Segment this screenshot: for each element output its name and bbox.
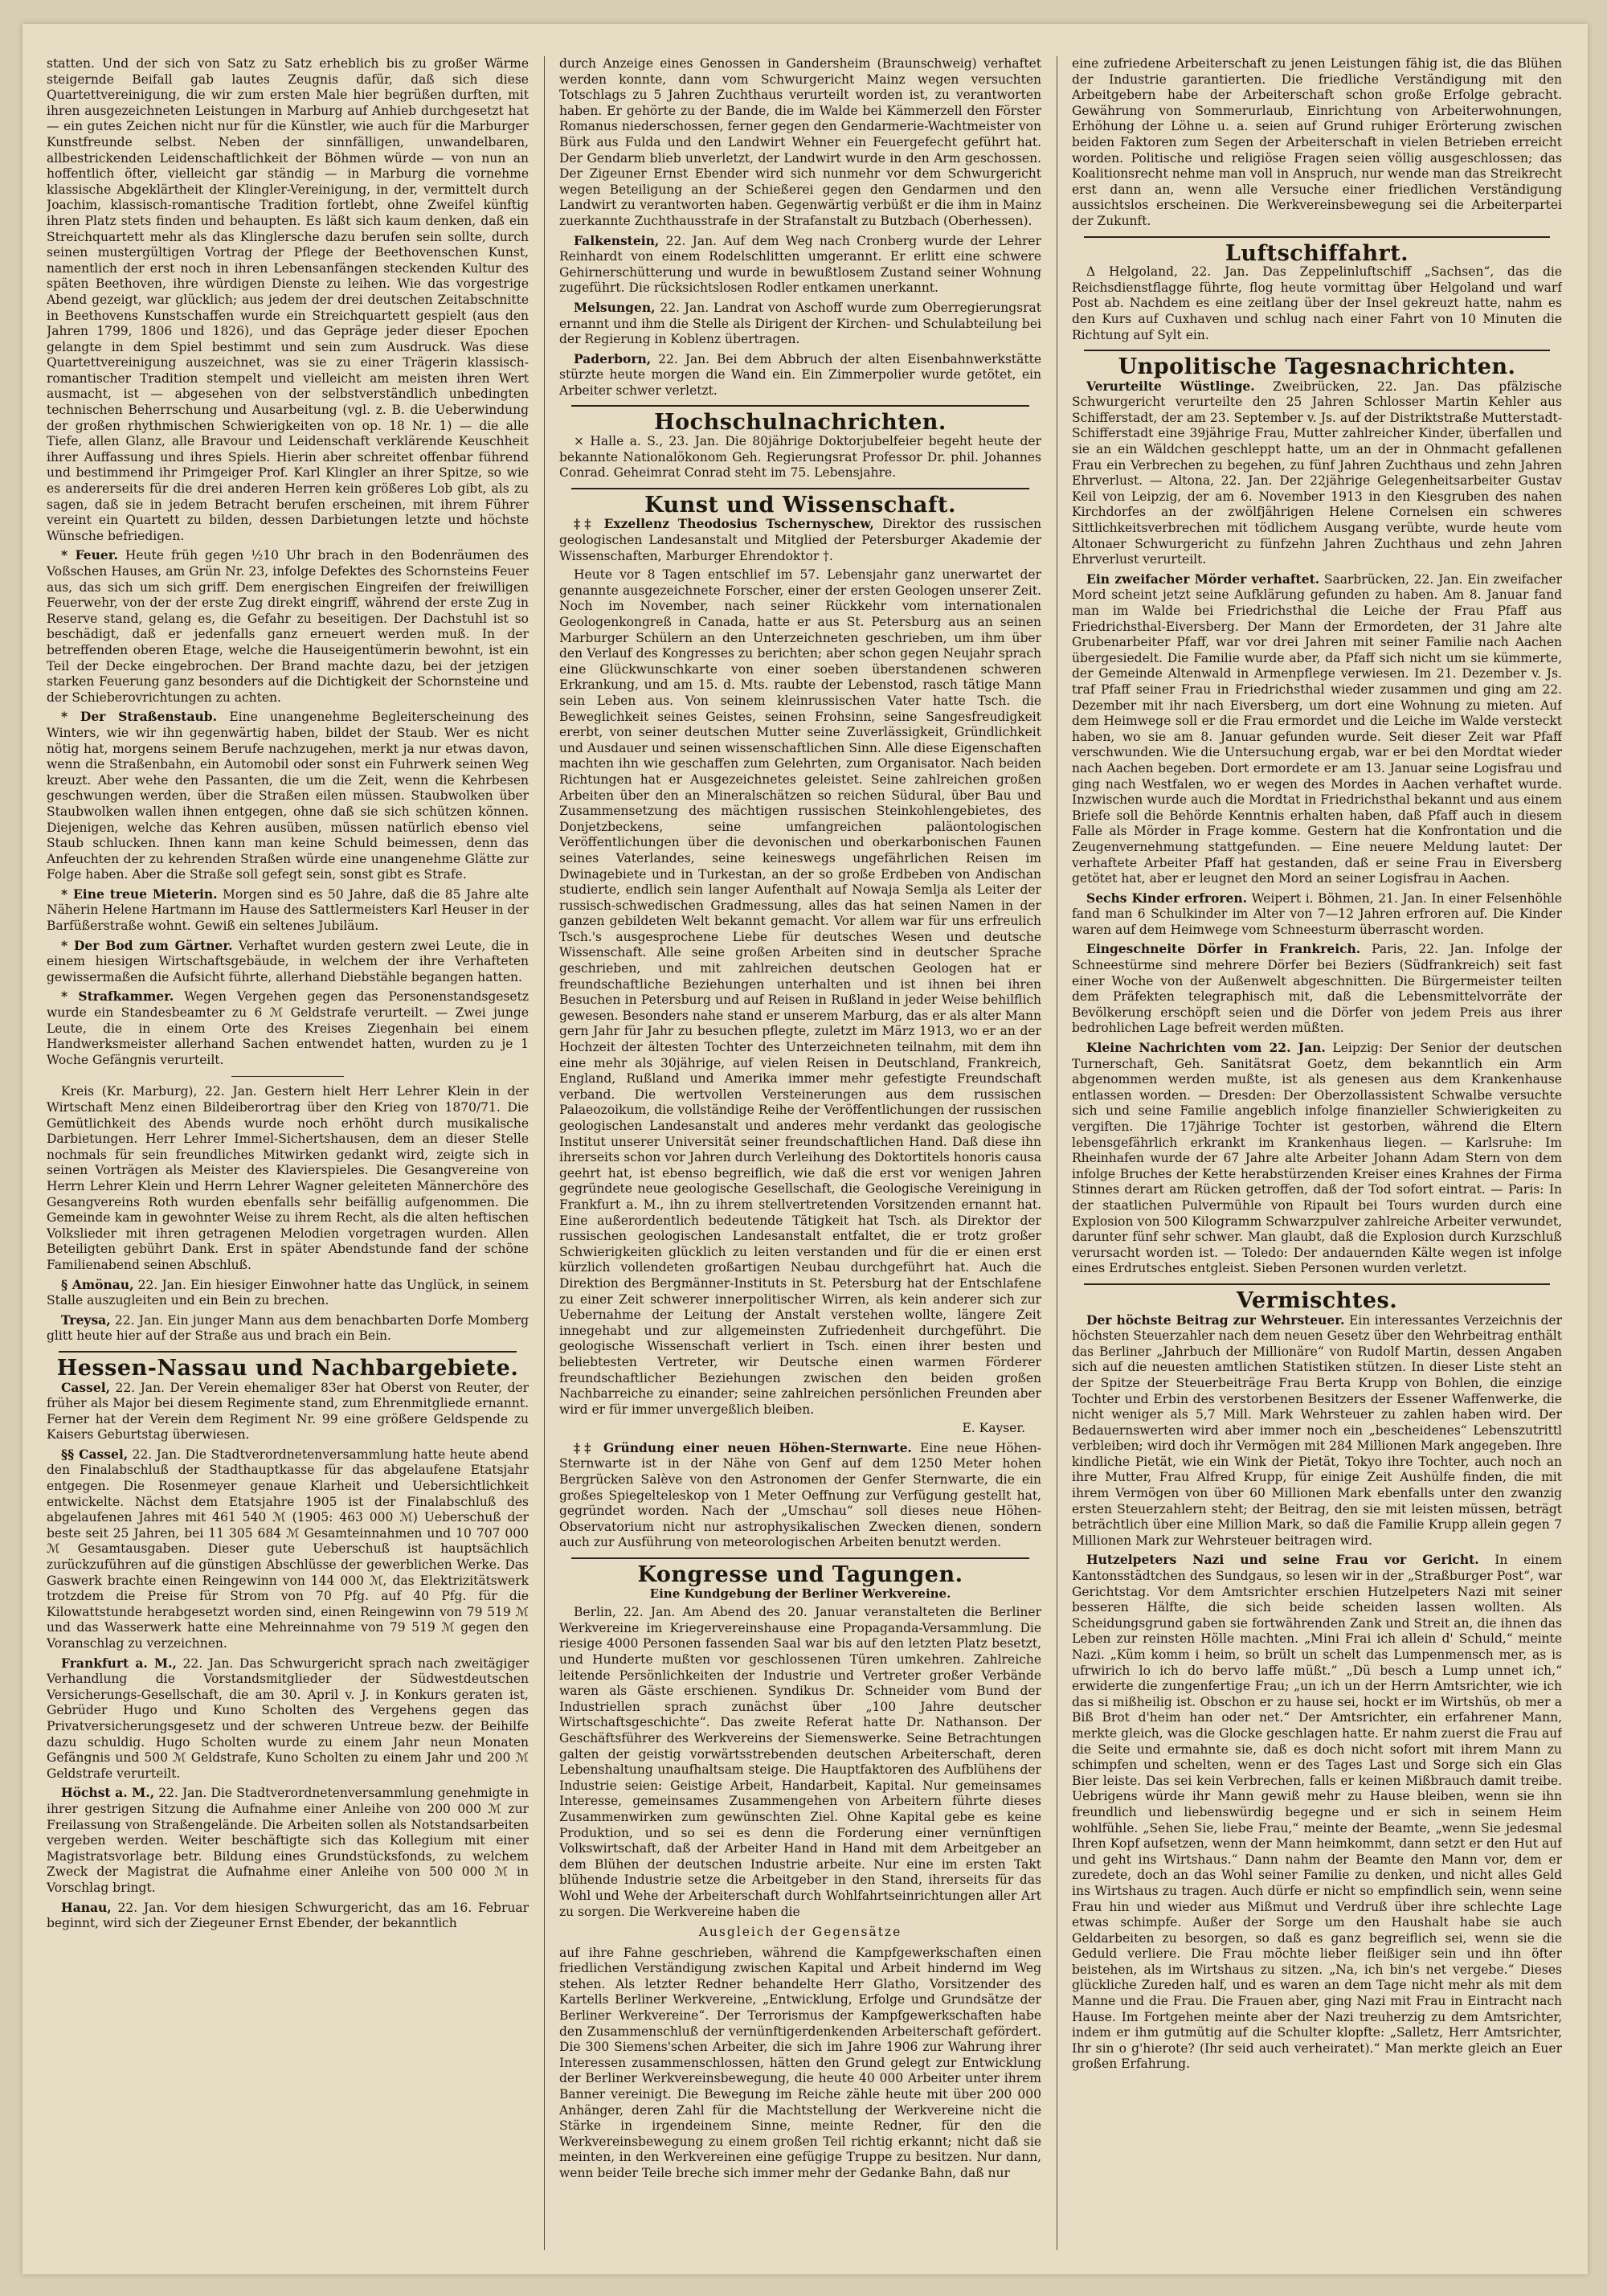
author-signature: E. Kayser.	[962, 1421, 1025, 1436]
body: 22. Jan. Vor dem hiesigen Schwurgericht, das am 16. Februar beginnt, wird sich der Ziegeuner Ernst Ebender, der bekanntlich	[47, 1900, 529, 1931]
section-rule	[1084, 1283, 1550, 1285]
headline: * Der Straßenstaub.	[61, 709, 218, 725]
headline: * Feuer.	[61, 547, 118, 563]
body: Verhaftet wurden gestern zwei Leute, die in einem hiesigen Wirtschaftsgebäude, in welchem der ihre Verhafteten gewissermaßen die Aufsicht führte, allerhand Diebstähle begangen hatten.	[47, 938, 529, 984]
headline: Hanau,	[61, 1899, 112, 1915]
separator	[47, 1071, 529, 1081]
body: Saarbrücken, 22. Jan. Ein zweifacher Mord scheint jetzt seine Aufklärung gefunden zu haben. Am 8. Januar fand man im Walde bei Friedrichsthal die Leiche der Frau Pfaff aus Friedrichsthal-Eiversberg. Der Mann der Ermordeten, der 31 Jahre alte Grubenarbeiter Pfaff, war vor drei Jahren mit seiner Familie nach Aachen übergesiedelt. Die Familie wurde aber, da Pfaff sich nicht um sie kümmerte, der Gemeinde Altenwald in Armenpflege verwiesen. Im 21. Dezember v. Js. traf Pfaff seiner Frau in Friedrichsthal wieder zusammen und ging am 22. Dezember mit ihr nach Eiversberg, um dort eine Wohnung zu mieten. Auf dem Heimwege soll er die Frau ermordet und die Leiche im Walde versteckt haben, wo sie am 8. Januar gefunden wurde. Seit dieser Zeit war Pfaff verschwunden. Wie die Untersuchung ergab, war er bei den Mordtat wieder nach Aachen begeben. Dort ermordete er am 13. Januar seine Logisfrau und ging nach Westfalen, wo er wegen des Mordes in Aachen verhaftet wurde. Inzwischen wurde auch die Mordtat in Friedrichsthal bekannt und aus einem Briefe soll die Behörde Kenntnis erhalten haben, daß Pfaff auch in diesem Falle als Mörder in Frage komme. Gestern hat die Konfrontation und die Zeugenvernehmung stattgefunden. — Eine neuere Meldung lautet: Der verhaftete Arbeiter Pfaff hat gestanden, daß er seine Frau in Eiversberg getötet hat, aber er leugnet den Mord an seiner Logisfrau in Aachen.	[1072, 571, 1562, 886]
body: 22. Jan. Auf dem Weg nach Cronberg wurde der Lehrer Reinhardt von einem Rodelschlitten umgerannt. Er erlitt eine schwere Gehirnerschütterung und wurde in bewußtlosem Zustand seiner Wohnung zugeführt. Die rücksichtslosen Rodler entkamen unerkannt.	[559, 233, 1041, 296]
body: 22. Jan. Ein junger Mann aus dem benachbarten Dorfe Momberg glitt heute hier auf der Straße aus und brach ein Bein.	[47, 1312, 529, 1344]
article-kreis: Kreis (Kr. Marburg), 22. Jan. Gestern hielt Herr Lehrer Klein in der Wirtschaft Menz einen Bildeiberortrag über den Krieg von 1870/71. Die Gemütlichkeit des Abends wurde noch erhöht durch musikalische Darbietungen. Herr Lehrer Immel-Sichertshausen, dem an dieser Stelle nochmals für sein freundliches Mitwirken gedankt wird, zeigte sich in seinen Vorträgen als Meister des Klavierspieles. Die Gesangvereine von Herrn Lehrer Klein und Herrn Lehrer Wagner geleiteten Männerchöre des Gesangvereins Roth wurden ebenfalls sehr beifällig aufgenommen. Die Gemeinde kam in gewohnter Weise zu ihrem Recht, als die alten heftischen Volkslieder mit ihren getragenen Melodien vorgetragen wurden. Allen Beteiligten gebührt Dank. Erst in später Abendstunde fand der schöne Familienabend seinen Abschluß.	[47, 1084, 529, 1272]
body: Heute früh gegen ½10 Uhr brach in den Bodenräumen des Voßschen Hauses, am Grün Nr. 23, infolge Defektes des Schornsteins Feuer aus, das sich um sich griff. Dem energischen Eingreifen der freiwilligen Feuerwehr, von der der erste Zug direkt eingriff, während der erste Zug in Reserve stand, gelang es, die Gefahr zu beseitigen. Der Dachstuhl ist so beschädigt, daß er jedenfalls ganz erneuert werden muß. In der betreffenden oberen Etage, welche die Hauseigentümerin bewohnt, ist ein Teil der Decke eingebrochen. Der Brand machte dazu, bei der jetzigen starken Feuerung ganz besonders auf die Dichtigkeit der Schornsteine und der Schieberovrichtungen zu achten.	[47, 548, 529, 705]
article-wehrsteuer	[1072, 1312, 1562, 1549]
article-hanau-continued: durch Anzeige eines Genossen in Gandersheim (Braunschweig) verhaftet werden konnte, dann vom Schwurgericht Mainz wegen versuchten Totschlags zu 5 Jahren Zuchthaus verurteilt worden ist, zu verantworten haben. Er gehörte zu der Bande, die im Walde bei Kämmerzell den Förster Romanus niederschossen, ferner gegen den Gendarmerie-Wachtmeister von Bürk aus Fulda und den Landwirt Wehner ein Feuergefecht geführt hat. Der Gendarm blieb unverletzt, der Landwirt wurde in den Arm geschossen. Der Zigeuner Ernst Ebender wird sich nunmehr vor dem Schwurgericht wegen Beteiligung an der Schießerei gegen den Gendarmen und den Landwirt zu verantworten haben. Gegenwärtig verbüßt er die ihm in Mainz zuerkannte Zuchthausstrafe in der Strafanstalt zu Butzbach (Oberhessen).	[559, 56, 1041, 228]
headline: Höchst a. M.,	[61, 1785, 155, 1801]
body: Leipzig: Der Senior der deutschen Turnerschaft, Geh. Sanitätsrat Goetz, dem bekanntlich ein Arm abgenommen werden mußte, ist als genesen aus dem Krankenhause entlassen worden. — Dresden: Der Oberzollassistent Schwalbe versuchte sich und seine Familie angeblich infolge finanzieller Schwierigkeiten zu vergiften. Die 17jährige Tochter ist gestorben, während die Eltern lebensgefährlich erkrankt im Krankenhaus liegen. — Karlsruhe: Im Rheinhafen wurde der 67 Jahre alte Arbeiter Johann Adam Stern von dem infolge Bruches der Kette herabstürzenden Kreiser eines Krahnes der Firma Stinnes derart am Rücken getroffen, daß der Tod sofort eintrat. — Paris: In der staatlichen Pulvermühle von Ripault bei Tours wurden durch eine Explosion von 500 Kilogramm Schwarzpulver zahlreiche Arbeiter verwundet, darunter fünf sehr schwer. Man glaubt, daß die Explosion durch Kurzschluß verursacht worden ist. — Toledo: Der andauernden Kälte wegen ist infolge eines Erdrutsches entgleist. Sieben Personen wurden verletzt.	[1072, 1041, 1562, 1276]
body: Eine unangenehme Begleiterscheinung des Winters, wie wir ihn gegenwärtig haben, bildet der Staub. Wer es nicht nötig hat, morgens seinem Berufe nachzugehen, merkt ja nur etwas davon, wenn die Straßenbahn, ein Automobil oder sonst ein Fuhrwerk seinen Weg kreuzt. Aber wehe den Passanten, die um die Zeit, wenn die Kehrbesen geschwungen werden, über die Straßen eilen müssen. Staubwolken über Staubwolken wallen ihnen entgegen, ohne daß sie sich schützen können. Diejenigen, welche das Kehren ausüben, müssen natürlich ebenso viel Staub schlucken. Ihnen kann man keine Schuld beimessen, denn das Anfeuchten der zu kehrenden Straßen würde eine unangenehme Glätte zur Folge haben. Aber die Straße soll gefegt sein, sonst gibt es Strafe.	[47, 710, 529, 882]
article-gardener	[47, 938, 529, 986]
section-rule	[571, 405, 1029, 407]
article-berlin-end: eine zufriedene Arbeiterschaft zu jenen Leistungen fähig ist, die das Blühen der Industrie garantierten. Die friedliche Verständigung mit den Arbeitgebern habe der Arbeiterschaft schon große Erfolge gebracht. Gewährung von Sommerurlaub, Einrichtung von Arbeiterwohnungen, Erhöhung der Löhne u. a. seien auf Grund ruhiger Erörterung zwischen beiden Faktoren zum Segen der Arbeiterschaft in vielen Betrieben erreicht worden. Politische und religiöse Fragen seien völlig ausgeschlossen; das Koalitionsrecht nehme man voll in Anspruch, nur wende man das Streikrecht erst dann an, wenn alle Versuche einer friedlichen Verständigung aussichtslos erscheinen. Die Werkvereinsbewegung sei die Arbeiterpartei der Zukunft.	[1072, 56, 1562, 228]
headline: Treysa,	[61, 1312, 111, 1328]
article-falkenstein	[559, 233, 1041, 297]
column-left	[47, 56, 529, 2250]
section-heading-vermischtes: Vermischtes.	[1236, 1287, 1398, 1313]
article-berlin-continued: auf ihre Fahne geschrieben, während die Kampfgewerkschaften einen friedlichen Verständigung zwischen Kapital und Arbeit hindernd im Weg stehen. Als letzter Redner behandelte Herr Glatho, Vorsitzender des Kartells Berliner Werkvereine, „Entwicklung, Erfolge und Grundsätze der Berliner Werkvereine“. Der Terrorismus der Kampfgewerkschaften habe den Zusammenschluß der vernünftigerdenkenden Arbeiterschaft gefördert. Die 300 Siemens'schen Arbeiter, die sich im Jahre 1906 zur Wahrung ihrer Interessen zusammenschlossen, hätten den Grund gelegt zur Entwicklung der Berliner Werkvereinsbewegung, die heute 40 000 Arbeiter unter ihrem Banner vereinigt. Die Bewegung im Reiche zähle heute mit über 200 000 Anhänger, deren Zahl für die Machtstellung der Werkvereine nicht die Stärke in irgendeinem Sinne, meinte Redner, für den die Werkvereinsbewegung zu einem großen Teil richtig erkannt; nicht daß sie meinten, in den Werkvereinen eine gefügige Truppe zu besitzen. Nur dann, wenn beider Teile breche sich immer mehr der Gedanke Bahn, daß nur	[559, 1945, 1041, 2180]
section-rule	[571, 1557, 1029, 1559]
body: Eine neue Höhen-Sternwarte ist in der Nähe von Genf auf dem 1250 Meter hohen Bergrücken Salève von den Astronomen der Genfer Sternwarte, die ein großes Spiegelteleskop von 1 Meter Oeffnung zur Verfügung gestellt hat, gegründet worden. Nach der „Umschau“ soll dieses neue Höhen-Observatorium nicht nur astrophysikalischen Zwecken dienen, sondern auch zur Ausführung von meteorologischen Arbeiten benutzt werden.	[559, 1440, 1041, 1550]
article-treysa	[47, 1312, 529, 1344]
article-berlin: Berlin, 22. Jan. Am Abend des 20. Januar veranstalteten die Berliner Werkvereine im Kriegervereinshause eine Propaganda-Versammlung. Die riesige 4000 Personen fassenden Saal war bis auf den letzten Platz besetzt, und Hunderte mußten vor geschlossenen Türen umkehren. Zahlreiche leitende Persönlichkeiten der Industrie und Vertreter großer Verbände waren als Gäste erschienen. Syndikus Dr. Schneider vom Bund der Industriellen sprach zunächst über „100 Jahre deutscher Wirtschaftsgeschichte“. Das zweite Referat hatte Dr. Nathanson. Der Geschäftsführer des Werkvereins der Siemenswerke. Seine Betrachtungen galten der geistig vorwärtsstrebenden deutschen Arbeiterschaft, deren Lebenshaltung unaufhaltsam steige. Die Hauptfaktoren des Aufblühens der Industrie seien: Geistige Arbeit, Handarbeit, Kapital. Nur gemeinsames Interesse, gemeinsames Zusammengehen von Arbeitern führte dieses Zusammenwirken zum gewünschten Ziel. Ohne Kapital gebe es keine Produktion, und so sei es denn die Forderung einer vernünftigen Volkswirtschaft, daß der Arbeiter Hand in Hand mit dem Arbeitgeber an dem Blühen der deutschen Industrie arbeite. Nur eine im ersten Takt blühende Industrie setze die Arbeitgeber in den Stand, ihrerseits für das Wohl und Wehe der Arbeiterschaft durch Wohlfahrtseinrichtungen aller Art zu sorgen. Die Werkvereine haben die	[559, 1605, 1041, 1919]
article-halle: × Halle a. S., 23. Jan. Die 80jährige Doktorjubelfeier begeht heute der bekannte Nationalökonom Geh. Regierungsrat Professor Dr. phil. Johannes Conrad. Geheimrat Conrad steht im 75. Lebensjahre.	[559, 434, 1041, 481]
column-middle	[559, 56, 1041, 2250]
headline: Ein zweifacher Mörder verhaftet.	[1086, 571, 1320, 587]
article-cassel-2	[47, 1447, 529, 1652]
body: Wegen Vergehen gegen das Personenstandsgesetz wurde ein Standesbeamter zu 6 ℳ Geldstrafe verurteilt. — Zwei junge Leute, die in einem Orte des Kreises Ziegenhain bei einem Handwerksmeister allerhand Sachen entwendet hatten, wurden zu je 1 Woche Gefängnis verurteilt.	[47, 989, 529, 1067]
body: Ein interessantes Verzeichnis der höchsten Steuerzahler nach dem neuen Gesetz über den Wehrbeitrag enthält das Berliner „Jahrbuch der Millionäre“ von Rudolf Martin, dessen Angaben sich auf die neuesten amtlichen Statistiken stützen. In dieser Liste steht an der Spitze der Steuerbeiträge Frau Berta Krupp von Bohlen, die einzige Tochter und Erbin des verstorbenen Besitzers der Essener Waffenwerke, die nicht weniger als 5,7 Mill. Mark Wehrsteuer zu zahlen haben wird. Der Bedauernswerten wird aber immer noch ein „bescheidenes“ Lebenszutrittl verbleiben; wird doch ihr Vermögen mit 284 Millionen Mark angegeben. Ihre kindliche Pietät, wie ein Wink der Pietät, Tokyo ihre Tochter, auch noch an ihre Mutter, Frau Alfred Krupp, für einige Zeit Aushülfe finden, die mit ihrem Vermögen von über 60 Millionen Mark ebenfalls unter den zwanzig ersten Steuerzahlern steht; der Beitrag, den sie mit leisten müssen, beträgt beträchtlich über eine Million Mark, so daß die Familie Krupp allein gegen 7 Millionen Mark zur Wehrsteuer beitragen wird.	[1072, 1312, 1562, 1548]
headline: Cassel,	[61, 1379, 110, 1395]
headline: Der höchste Beitrag zur Wehrsteuer.	[1086, 1312, 1345, 1328]
article-doerfer	[1072, 941, 1562, 1037]
article-hutzelpeters	[1072, 1552, 1562, 2073]
article-tschernyschew	[559, 516, 1041, 564]
headline: Melsungen,	[574, 299, 656, 315]
article-court	[47, 988, 529, 1068]
body: 22. Jan. Landrat von Aschoff wurde zum Oberregierungsrat ernannt und ihm die Stelle als Dirigent der Kirchen- und Schulabteilung bei der Regierung in Koblenz übertragen.	[559, 300, 1041, 347]
headline: * Der Bod zum Gärtner.	[61, 937, 233, 953]
headline: Sechs Kinder erfroren.	[1086, 890, 1247, 906]
article-hoechst	[47, 1785, 529, 1896]
newspaper-page	[22, 24, 1588, 2274]
body: Paris, 22. Jan. Infolge der Schneestürme sind mehrere Dörfer bei Beziers (Südfrankreich) seit fast einer Woche von der Außenwelt abgeschnitten. Die Bürgermeister teilten dem Präfekten telegraphisch mit, daß die Lebensmittelvorräte der Bevölkerung erschöpft seien und die Dörfer von jedem Preis aus ihrer bedrohlichen Lage befreit werden müßten.	[1072, 942, 1562, 1036]
article-moerder	[1072, 571, 1562, 887]
headline: Paderborn,	[574, 350, 652, 366]
body: 22. Jan. Die Stadtverordnetenversammlung genehmigte in ihrer gestrigen Sitzung die Aufnahme einer Anleihe von 200 000 ℳ zur Freilassung von Straßengelände. Die Arbeiten sollen als Notstandsarbeiten vergeben werden. Weiter beschäftigte sich das Kollegium mit einer Magistratsvorlage betr. Bildung eines Grundstücksfonds, zu welchem Zweck der Magistrat die Aufnahme einer Anleihe von 500 000 ℳ in Vorschlag bringt.	[47, 1786, 529, 1895]
article-street-dust	[47, 709, 529, 883]
headline: * Strafkammer.	[61, 988, 174, 1005]
article-fire	[47, 547, 529, 706]
headline: Eingeschneite Dörfer in Frankreich.	[1086, 941, 1361, 957]
body: 22. Jan. Das Schwurgericht sprach nach zweitägiger Verhandlung die Vorstandsmitglieder der Südwestdeutschen Versicherungs-Gesellschaft, die am 30. April v. J. in Konkurs geraten ist, Gebrüder Hugo und Kuno Scholten des Vergehens gegen das Privatversicherungsgesetz und der schweren Untreue bezw. der Beihilfe dazu schuldig. Hugo Scholten wurde zu einem Jahr neun Monaten Gefängnis und 500 ℳ Geldstrafe, Kuno Scholten zu einem Jahr und 200 ℳ Geldstrafe verurteilt.	[47, 1655, 529, 1781]
section-rule	[1084, 236, 1550, 238]
article-verurteilte	[1072, 379, 1562, 568]
article-tschernyschew-body: Heute vor 8 Tagen entschlief im 57. Lebensjahr ganz unerwartet der genannte ausgezeichnete Forscher, einer der ersten Geologen unserer Zeit. Noch im November, nach seiner Rückkehr vom internationalen Geologenkongreß in Canada, hatte er aus St. Petersburg aus an seinen Marburger Schülern an den Unterzeichneten geschrieben, um ihm über den Verlauf des Kongresses zu berichten; aber schon gegen Neujahr sprach eine Glückwunschkarte von einer soeben überstandenen schweren Erkrankung, und am 15. d. Mts. raubte der Lebenstod, rasch tätige Mann sein Leben aus. Von seinem kleinrussischen Vater hatte Tsch. die Beweglichkeit seines Geistes, seinen Frohsinn, seine Sangesfreudigkeit ererbt, von seiner deutschen Mutter seine Zuverlässigkeit, Gründlichkeit und Ausdauer und seinen wissenschaftlichen Sinn. Alle diese Eigenschaften machten ihn wie geschaffen zum Gelehrten, zum Organisator. Nach beiden Richtungen hat er Ausgezeichnetes geleistet. Seine zahlreichen großen Arbeiten über den an Mineralschätzen so reichen Südural, über Bau und Zusammensetzung des mächtigen russischen Steinkohlengebietes, des Donjetzbeckens, seine umfangreichen paläontologischen Veröffentlichungen über die devonischen und oberkarbonischen Faunen seines Vaterlandes, seine keineswegs ungefährlichen Reisen im Dwinagebiete und in Turkestan, an der so große Erdbeben von Andischan studierte, endlich sein langer Aufenthalt auf Nowaja Semlja als Leiter der russisch-schwedischen Gradmessung, alles das hat seinen Namen in der ganzen gebildeten Welt bekannt gemacht. Vor allem war für uns erfreulich Tsch.'s ausgesprochene Liebe für deutsches Wesen und deutsche Wissenschaft. Alle seine großen Arbeiten sind in deutscher Sprache geschrieben, und mit zahlreichen deutschen Geologen hat er freundschaftliche Beziehungen unterhalten und ist ihnen bei ihren Besuchen in Petersburg und auf Reisen in Rußland in jeder Weise behilflich gewesen. Besonders nahe stand er unserem Marburg, das er als alter Mann gern Jahr für Jahr zu besuchen pflegte, zuletzt im März 1913, wo er an der Hochzeit der ältesten Tochter des Unterzeichneten teilnahm, mit dem ihn eine mehr als 30jährige, auf vielen Reisen in Deutschland, Frankreich, England, Rußland und Amerika immer mehr gefestigte Freundschaft verband. Die wertvollen Versteinerungen aus dem russischen Palaeozoikum, die vollständige Reihe der Veröffentlichungen der russischen geologischen Landesanstalt und anderes mehr verdankt das geologische Institut unserer Universität seiner freundschaftlichen Hand. Daß diese ihn ihrerseits schon vor Jahren durch Verleihung des Doktortitels honoris causa geehrt hat, ist ebenso begreiflich, wie daß die erst vor wenigen Jahren gegründete neue geologische Gesellschaft, die Geologische Vereinigung in Frankfurt a. M., ihn zu ihrem stellvertretenden Vorsitzenden ernannt hat. Eine außerordentlich bedeutende Tätigkeit hat Tsch. als Direktor der russischen geologischen Landesanstalt entfaltet, die er trotz großer Schwierigkeiten glücklich zu leiten verstanden und für die er einen erst kürzlich vollendeten großartigen Neubau durchgeführt hat. Auch die Direktion des Bergmänner-Instituts in St. Petersburg hat der Entschlafene zu einer Zeit schwerer innerpolitischer Wirren, als kein anderer sich zur Uebernahme der Leitung der Anstalt verstehen wollte, längere Zeit innegehabt und zur allgemeinsten Zufriedenheit durchgeführt. Die geologische Wissenschaft verliert in Tsch. einen ihrer besten und beliebtesten Vertreter, wir Deutsche einen warmen Förderer freundschaftlicher Beziehungen zwischen den beiden großen Nachbarreiche zu einander; seine zahlreichen persönlichen Freunden aber wird er für immer unvergeßlich bleiben.	[559, 567, 1041, 1417]
section-heading-kunst: Kunst und Wissenschaft.	[644, 492, 956, 518]
body: 22. Jan. Der Verein ehemaliger 83er hat Oberst von Reuter, der früher als Major bei diesem Regimente stand, zum Ehrenmitgliede ernannt. Ferner hat der Verein dem Regiment Nr. 99 eine größere Geldspende zu Kaisers Geburtstag überwiesen.	[47, 1380, 529, 1443]
section-heading-kongresse: Kongresse und Tagungen.	[637, 1562, 963, 1588]
article-cassel-1	[47, 1380, 529, 1443]
body: 22. Jan. Die Stadtverordnetenversammlung hatte heute abend den Finalabschluß der Stadthauptkasse für das abgelaufene Etatsjahr entgegen. Die Rosenmeyer genaue Klarheit und Uebersichtlichkeit entwickelte. Nächst dem Etatsjahre 1905 ist der Finalabschluß des abgelaufenen Jahres mit 461 540 ℳ (1905: 463 000 ℳ) Ueberschuß der beste seit 25 Jahren, bei 11 305 684 ℳ Gesamteinnahmen und 10 707 000 ℳ Gesamtausgaben. Dieser gute Ueberschuß ist hauptsächlich zurückzuführen auf die günstigen Abschlüsse der gewerblichen Werke. Das Gaswerk brachte einen Reingewinn von 144 000 ℳ, das Elektrizitätswerk trotzdem die Preise für Strom von 70 Pfg. auf 40 Pfg. für die Kilowattstunde herabgesetzt worden sind, einen Reingewinn von 79 519 ℳ und das Wasserwerk hatte eine Mehreinnahme von 79 519 ℳ gegen den Voranschlag zu verzeichnen.	[47, 1447, 529, 1651]
headline: Frankfurt a. M.,	[61, 1655, 177, 1671]
headline: §§ Cassel,	[61, 1446, 129, 1462]
body: Zweibrücken, 22. Jan. Das pfälzische Schwurgericht verurteilte den 25 Jahren Schlosser Martin Kehler aus Schifferstadt, der am 23. September v. Js. auf der Distriktstraße Mutterstadt-Schifferstadt eine 39jährige Frau, Mutter zahlreicher Kinder, überfallen und sie an ein Wäldchen geschleppt hatte, um an der in Ohnmacht gefallenen Frau ein Verbrechen zu begehen, zu fünf Jahren Zuchthaus und zehn Jahren Ehrverlust. — Altona, 22. Jan. Der 22jährige Gelegenheitsarbeiter Gustav Keil von Leipzig, der am 6. November 1913 in den Kiesgruben des nahen Kirchdorfes an der zwölfjährigen Helene Cornelsen ein schweres Sittlichkeitsverbrechen mit tödlichem Ausgang verübte, wurde heute vom Altonaer Schwurgericht zu fünfzehn Jahren Zuchthaus und zehn Jahren Ehrverlust verurteilt.	[1072, 379, 1562, 567]
subheading: Ausgleich der Gegensätze	[698, 1925, 902, 1940]
article-melsungen	[559, 300, 1041, 348]
body: In einem Kantonsstädtchen des Sundgaus, so lesen wir in der „Straßburger Post“, war Gerichtstag. Vor dem Amtsrichter erschien Hutzelpeters Nazi mit seiner besseren Hälfte, die sich beide scheiden lassen wollten. Als Scheidungsgrund gaben sie fortwährenden Zank und Streit an, die ihnen das Leben zur reinsten Hölle machten. „Mini Frai ich allein d' Schuld,“ meinte Nazi. „Küm komm i heim, so brült un schelt das Lumpenmensch mer, as is ufrwirich lo ich do bervo laffe müßt.“ „Dü besch a Lump unnet ich,“ erwiderte die zungenfertige Frau; „un ich un der Herrn Amtsrichter, wie ich das si mißheilig ist. Obschon er zu hause sei, hockt er im Wirtshüs, ob mer a Biß Brot d'heim han oder net.“ Der Amtsrichter, ein erfahrener Mann, merkte gleich, was die Glocke geschlagen hatte. Er nahm zuerst die Frau auf die Seite und ermahnte sie, daß es doch nicht sofort mit ihrem Mann zu schimpfen und schelten, wenn er des Tages Last und Sorge sich ein Glas Bier leiste. Das sei kein Verbrechen, falls er keinen Mißbrauch damit treibe. Uebrigens würde ihr Mann gewiß mehr zu Hause bleiben, wenn sie ihn freundlich und liebenswürdig begegne und er sich in seinem Heim wohlfühle. „Sehen Sie, liebe Frau,“ meinte der Beamte, „wenn Sie jedesmal Ihren Kopf aufsetzen, wenn der Mann heimkommt, dann setzt er den Hut auf und geht ins Wirtshaus.“ Dann nahm der Beamte den Mann vor, dem er zuredete, doch an das Wohl seiner Familie zu denken, und nicht alles Geld ins Wirtshaus zu tragen. Auch dürfe er nicht so empfindlich sein, wenn seine Frau hin und wieder aus Mißmut und Verdruß über ihre schlechte Lage etwas schimpfe. Außer der Sorge um den Haushalt habe sie auch Geldarbeiten zu besorgen, so daß es ganz begreiflich sei, wenn sie die Geduld verliere. Die Frau möchte lieber fleißiger sein und ihn öfter beistehen, als im Wirtshaus zu sitzen. „Na, ich bin's net vergebe.“ Dieses glückliche Zureden half, und es waren an dem Tage nicht mehr als mit dem Manne und die Frau. Die Frauen aber, ging Nazi mit Frau in Eintracht nach Hause. Im Fortgehen meinte aber der Nazi treuherzig zu dem Amtsrichter, indem er ihm gutmütig auf die Schulter klopfte: „Salletz, Herr Amtsrichter, Ihr sin o g'hierote? (Ihr seid auch verheiratet).“ Man merkte gleich an Euer großen Erfahrung.	[1072, 1553, 1562, 2072]
article-observatory	[559, 1440, 1041, 1551]
headline: ‡‡ Exzellenz Theodosius Tschernyschew,	[574, 516, 874, 532]
headline: Verurteilte Wüstlinge.	[1086, 378, 1255, 394]
section-rule	[59, 1351, 517, 1353]
section-heading-hessen: Hessen-Nassau und Nachbargebiete.	[56, 1355, 519, 1381]
article-helgoland: Δ Helgoland, 22. Jan. Das Zeppelinluftschiff „Sachsen“, das die Reichsdienstflagge führte, flog heute vormittag über Helgoland und warf Post ab. Nachdem es eine zeitlang über der Insel gekreuzt hatte, nahm es den Kurs auf Cuxhaven und schlug nach einer Fahrt von 10 Minuten die Richtung auf Sylt ein.	[1072, 264, 1562, 342]
subheading: Eine Kundgebung der Berliner Werkvereine.	[649, 1586, 951, 1601]
article-concert-review: statten. Und der sich von Satz zu Satz erheblich bis zu großer Wärme steigernde Beifall gab lautes Zeugnis dafür, daß sich diese Quartettvereinigung, die wir zum ersten Male hier begrüßen durften, mit ihren ausgezeichneten Leistungen in Marburg auf Anhieb durchgesetzt hat — ein gutes Zeichen nicht nur für die Künstler, wie auch für die Marburger Kunstfreunde selbst. Neben der sinnfälligen, unwandelbaren, allbestrickenden Leidenschaftlichkeit der Böhmen würde — von nun an hoffentlich öfter, vielleicht gar ständig — in Marburg die vornehme klassische Abgeklärtheit der Klingler-Vereinigung, in der, vermittelt durch Joachim, klassisch-romantische Tradition fortlebt, ohne Zweifel künftig ihren Platz stets finden und behaupten. Es läßt sich kaum denken, daß ein Streichquartett mehr als das Klinglersche dazu berufen sein sollte, durch seinen mustergültigen Vortrag der Pflege der Beethovenschen Kunst, namentlich der erst noch in ihren Lebensanfängen steckenden Kultur des späten Beethoven, ihre würdigen Dienste zu leihen. Wie das vorgestrige Abend gezeigt, war glücklich; aus jedem der drei deutschen Zeitabschnitte in Beethovens Kunstschaffen wurde ein Streichquartett gespielt (aus den Jahren 1799, 1806 und 1826), und das Gepräge jeder dieser Epochen gelangte in dem Spiel bestimmt und sein zum Ausdruck. Was diese Quartettvereinigung auszeichnet, was sie zu einer Trägerin klassisch-romantischer Tradition stempelt und vielleicht am meisten ihren Wert ausmacht, ist — abgesehen von der selbstverständlich unbedingten technischen Beherrschung und Ausarbeitung (vgl. z. B. die Ueberwindung der großen rhythmischen Schwierigkeiten von op. 18 Nr. 1) — die alle Tiefe, allen Glanz, alle Bravour und Leidenschaft verklärende Keuschheit ihrer Auffassung und ihres Spiels. Hierin aber schreitet offenbar führend und bestimmend ihr Primgeiger Prof. Karl Klingler an ihrer Spitze, so wie es andererseits für die drei anderen Herren kein größeres Lob gibt, als zu sagen, daß sie in jedem Betracht berufen erscheinen, mit ihrem Führer vereint ein Quartett zu bilden, dessen Darbietungen letzte und höchste Wünsche befriedigen.	[47, 56, 529, 543]
section-rule	[1084, 350, 1550, 351]
article-hanau	[47, 1900, 529, 1932]
body: 22. Jan. Bei dem Abbruch der alten Eisenbahnwerkstätte stürzte heute morgen die Wand ein. Ein Zimmerpolier wurde getötet, ein Arbeiter schwer verletzt.	[559, 351, 1041, 398]
section-heading-hochschul: Hochschulnachrichten.	[654, 410, 947, 436]
headline: § Amönau,	[61, 1276, 134, 1292]
body: Weipert i. Böhmen, 21. Jan. In einer Felsenhöhle fand man 6 Schulkinder im Alter von 7—12 Jahren erfroren auf. Die Kinder waren auf dem Heimwege vom Schneesturm überrascht worden.	[1072, 890, 1562, 937]
column-rule	[544, 56, 545, 2250]
section-heading-unpolitisch: Unpolitische Tagesnachrichten.	[1118, 354, 1516, 380]
headline: ‡‡ Gründung einer neuen Höhen-Sternwarte.	[574, 1439, 912, 1455]
body: Direktor des russischen geologischen Landesanstalt und Mitglied der Petersburger Akademie der Wissenschaften, Marburger Ehrendoktor †.	[559, 517, 1041, 563]
column-right	[1072, 56, 1562, 2250]
headline: Hutzelpeters Nazi und seine Frau vor Gericht.	[1086, 1552, 1479, 1568]
article-tenant	[47, 886, 529, 935]
body: Morgen sind es 50 Jahre, daß die 85 Jahre alte Näherin Helene Hartmann im Hause des Sattlermeisters Karl Heuser in der Barfüßerstraße wohnt. Gewiß ein seltenes Jubiläum.	[47, 886, 529, 934]
article-paderborn	[559, 351, 1041, 399]
article-kinder	[1072, 890, 1562, 939]
section-rule	[571, 488, 1029, 489]
headline: * Eine treue Mieterin.	[61, 886, 218, 902]
section-heading-luftschiff: Luftschiffahrt.	[1225, 240, 1409, 266]
headline: Kleine Nachrichten vom 22. Jan.	[1086, 1040, 1326, 1056]
body: 22. Jan. Ein hiesiger Einwohner hatte das Unglück, in seinem Stalle auszugleiten und ein Bein zu brechen.	[47, 1277, 529, 1308]
article-frankfurt	[47, 1655, 529, 1782]
article-kleine-nachrichten	[1072, 1040, 1562, 1277]
article-amoenau	[47, 1277, 529, 1309]
headline: Falkenstein,	[574, 232, 660, 248]
